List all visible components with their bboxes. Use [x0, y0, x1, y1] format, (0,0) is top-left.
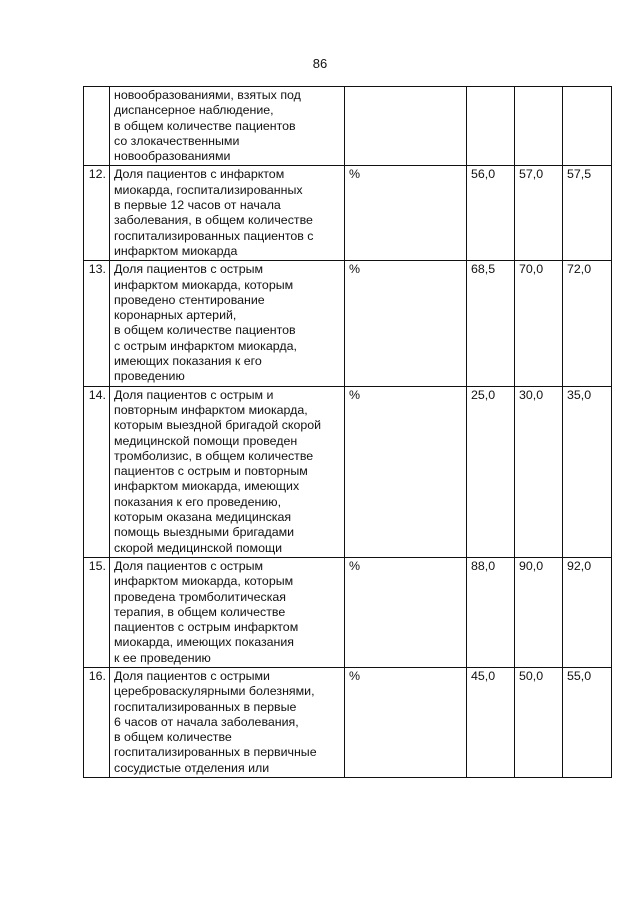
value-cell-2: 57,0	[515, 166, 563, 261]
value-cell-3	[563, 87, 612, 166]
value-cell-2: 50,0	[515, 667, 563, 777]
value-cell-2: 70,0	[515, 261, 563, 386]
unit-cell	[345, 87, 467, 166]
value-cell-1: 88,0	[467, 557, 515, 667]
value-cell-2: 90,0	[515, 557, 563, 667]
page-number: 86	[312, 56, 328, 71]
unit-cell: %	[345, 557, 467, 667]
indicator-description: Доля пациентов с острым и повторным инфарктом миокарда, которым выездной бригадой скорой медицинской помощи проведен тромболизис, в общем количестве пациентов с острым и повторным инфарктом миокарда, имеющих показания к его проведению, которым оказана медицинская помощь выездными бригадами скорой медицинской помощи	[110, 386, 345, 557]
value-cell-1: 45,0	[467, 667, 515, 777]
value-cell-3: 92,0	[563, 557, 612, 667]
indicator-description: Доля пациентов с острыми цереброваскулярными болезнями, госпитализированных в первые 6 часов от начала заболевания, в общем количестве госпитализированных в первичные сосудистые отделения или	[110, 667, 345, 777]
indicator-description: Доля пациентов с острым инфарктом миокарда, которым проведена тромболитическая терапия, в общем количестве пациентов с острым инфарктом миокарда, имеющих показания к ее проведению	[110, 557, 345, 667]
row-number: 13.	[84, 261, 110, 386]
value-cell-3: 57,5	[563, 166, 612, 261]
unit-cell: %	[345, 667, 467, 777]
value-cell-3: 72,0	[563, 261, 612, 386]
value-cell-1: 68,5	[467, 261, 515, 386]
row-number: 16.	[84, 667, 110, 777]
value-cell-3: 55,0	[563, 667, 612, 777]
row-number: 15.	[84, 557, 110, 667]
indicator-description: новообразованиями, взятых под диспансерное наблюдение, в общем количестве пациентов со злокачественными новообразованиями	[110, 87, 345, 166]
unit-cell: %	[345, 261, 467, 386]
row-number	[84, 87, 110, 166]
indicator-description: Доля пациентов с инфарктом миокарда, госпитализированных в первые 12 часов от начала заболевания, в общем количестве госпитализированных пациентов с инфарктом миокарда	[110, 166, 345, 261]
table-row	[84, 557, 612, 667]
value-cell-1: 56,0	[467, 166, 515, 261]
value-cell-2	[515, 87, 563, 166]
row-number: 12.	[84, 166, 110, 261]
value-cell-1	[467, 87, 515, 166]
value-cell-1: 25,0	[467, 386, 515, 557]
row-number: 14.	[84, 386, 110, 557]
unit-cell: %	[345, 166, 467, 261]
table-row	[84, 261, 612, 386]
table-row	[84, 667, 612, 777]
value-cell-2: 30,0	[515, 386, 563, 557]
table-row	[84, 87, 612, 166]
table-row	[84, 166, 612, 261]
indicator-description: Доля пациентов с острым инфарктом миокарда, которым проведено стентирование коронарных артерий, в общем количестве пациентов с острым инфарктом миокарда, имеющих показания к его проведению	[110, 261, 345, 386]
unit-cell: %	[345, 386, 467, 557]
table-row	[84, 386, 612, 557]
value-cell-3: 35,0	[563, 386, 612, 557]
indicators-table	[83, 86, 612, 778]
